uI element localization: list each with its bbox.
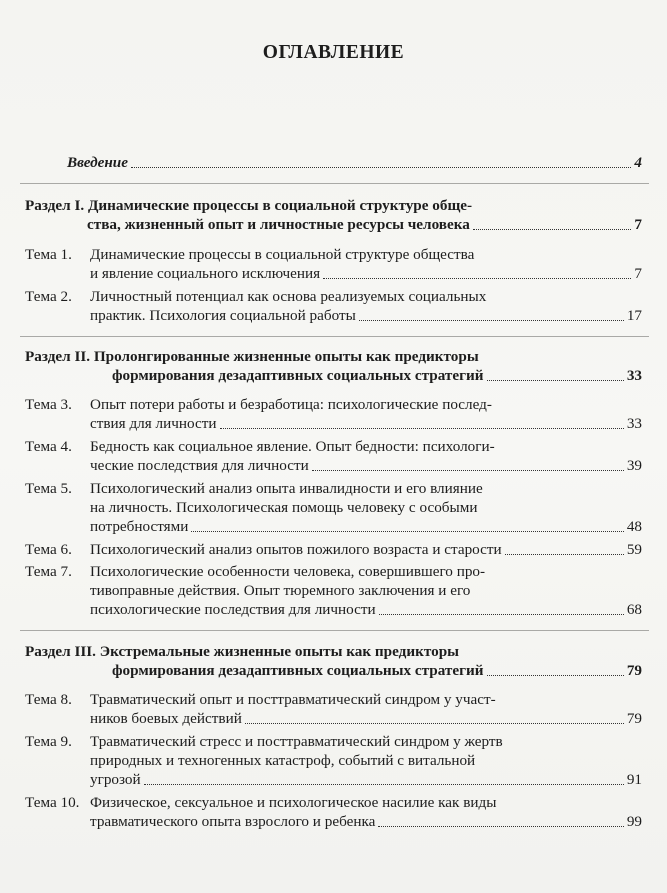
toc-page-number: 48 xyxy=(626,518,642,535)
dot-leader xyxy=(487,675,624,676)
toc-topic-label: Тема 10. xyxy=(25,794,80,811)
toc-topic-line: Опыт потери работы и безработица: психологические послед- xyxy=(90,396,492,413)
toc-section-line: Раздел I. Динамические процессы в социальной структуре обще- xyxy=(25,197,473,214)
toc-topic-8[interactable] xyxy=(0,690,667,728)
toc-topic-line: Физическое, сексуальное и психологическое насилие как виды xyxy=(90,794,497,811)
toc-topic-label: Тема 2. xyxy=(25,288,72,305)
dot-leader xyxy=(505,554,624,555)
toc-topic-line: Динамические процессы в социальной структуре общества xyxy=(90,246,475,263)
toc-page-number: 7 xyxy=(634,265,642,282)
toc-topic-line: потребностями xyxy=(90,518,189,535)
toc-topic-7[interactable] xyxy=(0,562,667,619)
toc-topic-line: практик. Психология социальной работы xyxy=(90,307,356,324)
toc-topic-line: Бедность как социальное явление. Опыт бедности: психологи- xyxy=(90,438,495,455)
toc-topic-line: Психологический анализ опыта инвалидности и его влияние xyxy=(90,480,483,497)
toc-topic-label: Тема 6. xyxy=(25,541,72,558)
toc-topic-line: на личность. Психологическая помощь человеку с особыми xyxy=(90,499,478,516)
toc-topic-line: тивоправные действия. Опыт тюремного заключения и его xyxy=(90,582,471,599)
toc-page-number: 79 xyxy=(626,710,642,727)
toc-topic-2[interactable] xyxy=(0,287,667,325)
dot-leader xyxy=(191,531,623,532)
toc-topic-label: Тема 9. xyxy=(25,733,72,750)
toc-topic-line: природных и техногенных катастроф, событий с витальной xyxy=(90,752,476,769)
toc-topic-6[interactable] xyxy=(0,540,667,559)
toc-topic-1[interactable] xyxy=(0,245,667,283)
toc-page-number: 79 xyxy=(626,662,642,679)
toc-topic-line: Психологические особенности человека, совершившего про- xyxy=(90,563,486,580)
toc-page-number: 39 xyxy=(626,457,642,474)
toc-topic-4[interactable] xyxy=(0,437,667,475)
dot-leader xyxy=(220,428,624,429)
toc-topic-label: Тема 4. xyxy=(25,438,72,455)
toc-page-number: 91 xyxy=(626,771,642,788)
toc-topic-line: ческие последствия для личности xyxy=(90,457,309,474)
dot-leader xyxy=(359,320,624,321)
toc-topic-line: угрозой xyxy=(90,771,141,788)
toc-topic-label: Тема 7. xyxy=(25,563,72,580)
page-title: ОГЛАВЛЕНИЕ xyxy=(262,42,405,63)
toc-section-line: ства, жизненный опыт и личностные ресурсы человека xyxy=(87,216,470,233)
dot-leader xyxy=(323,278,631,279)
toc-entry-intro[interactable] xyxy=(0,153,667,172)
toc-topic-line: Личностный потенциал как основа реализуемых социальных xyxy=(90,288,487,305)
toc-section-line: формирования дезадаптивных социальных стратегий xyxy=(112,367,484,384)
toc-topic-line: ников боевых действий xyxy=(90,710,242,727)
toc-topic-label: Тема 1. xyxy=(25,246,72,263)
toc-section-2[interactable] xyxy=(0,347,667,385)
toc-topic-line: ствия для личности xyxy=(90,415,217,432)
dot-leader xyxy=(144,784,624,785)
toc-topic-5[interactable] xyxy=(0,479,667,536)
toc-topic-line: травматического опыта взрослого и ребенка xyxy=(90,813,376,830)
toc-page-number: 33 xyxy=(626,367,642,384)
toc-topic-line: Травматический опыт и посттравматический синдром у участ- xyxy=(90,691,496,708)
toc-page-number: 68 xyxy=(626,601,642,618)
toc-page-number: 4 xyxy=(634,154,642,171)
toc-intro-label: Введение xyxy=(67,154,128,171)
toc-page-number: 99 xyxy=(626,813,642,830)
toc-page-number: 7 xyxy=(634,216,642,233)
toc-topic-10[interactable] xyxy=(0,793,667,831)
toc-topic-line: психологические последствия для личности xyxy=(90,601,376,618)
toc-section-line: Раздел II. Пролонгированные жизненные опыты как предикторы xyxy=(25,348,479,365)
toc-page-number: 33 xyxy=(626,415,642,432)
toc-topic-label: Тема 3. xyxy=(25,396,72,413)
section-divider xyxy=(20,336,649,337)
section-divider xyxy=(20,630,649,631)
toc-topic-label: Тема 5. xyxy=(25,480,72,497)
toc-topic-line: и явление социального исключения xyxy=(90,265,321,282)
toc-topic-3[interactable] xyxy=(0,395,667,433)
toc-topic-label: Тема 8. xyxy=(25,691,72,708)
toc-section-line: формирования дезадаптивных социальных стратегий xyxy=(112,662,484,679)
dot-leader xyxy=(487,380,624,381)
dot-leader xyxy=(131,167,631,168)
toc-topic-line: Травматический стресс и посттравматический синдром у жертв xyxy=(90,733,503,750)
toc-page-number: 17 xyxy=(626,307,642,324)
dot-leader xyxy=(312,470,624,471)
toc-section-3[interactable] xyxy=(0,642,667,680)
toc-topic-9[interactable] xyxy=(0,732,667,789)
dot-leader xyxy=(473,229,632,230)
toc-section-line: Раздел III. Экстремальные жизненные опыты как предикторы xyxy=(25,643,459,660)
section-divider xyxy=(20,183,649,184)
toc-topic-line: Психологический анализ опытов пожилого возраста и старости xyxy=(90,541,502,558)
toc-section-1[interactable] xyxy=(0,196,667,234)
dot-leader xyxy=(379,614,624,615)
dot-leader xyxy=(245,723,624,724)
toc-page-number: 59 xyxy=(626,541,642,558)
dot-leader xyxy=(378,826,623,827)
